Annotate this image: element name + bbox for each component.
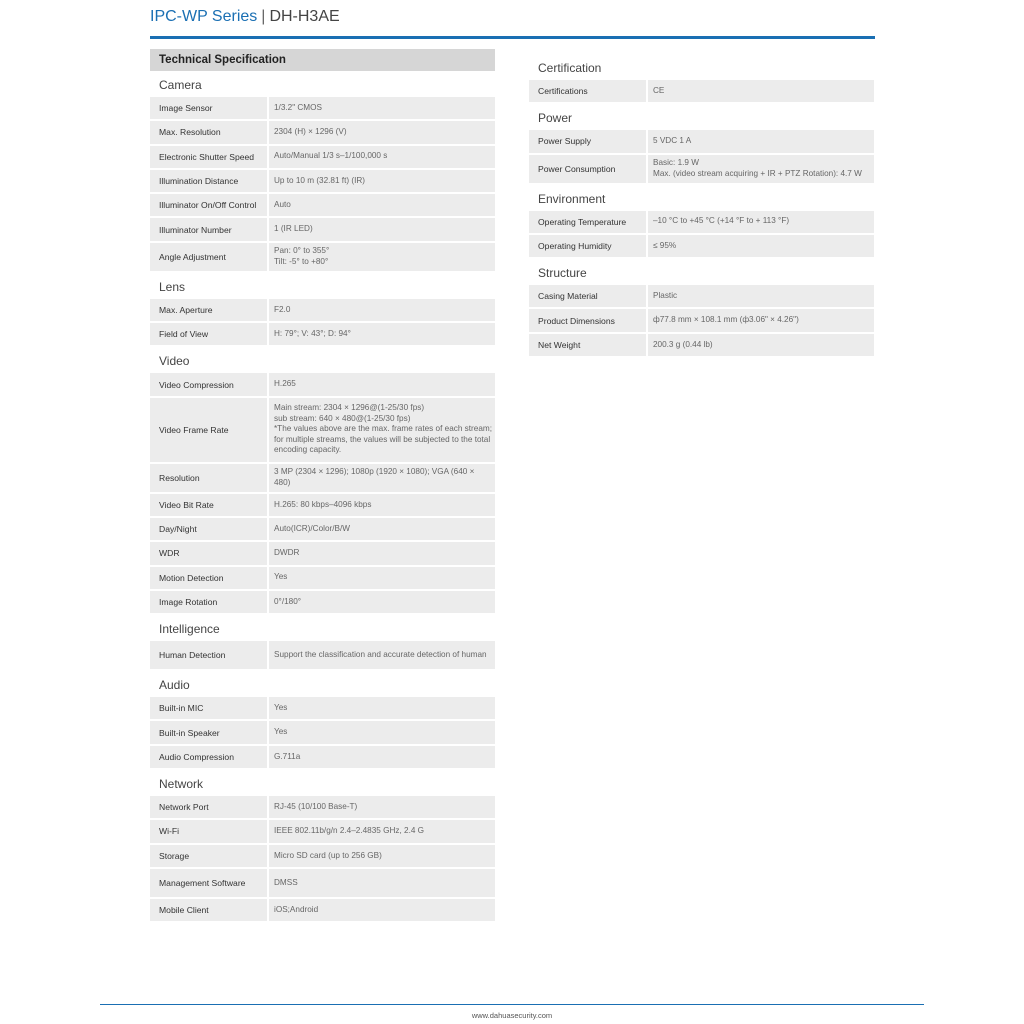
spec-value: 2304 (H) × 1296 (V) bbox=[274, 127, 347, 137]
spec-label: Certifications bbox=[529, 80, 648, 102]
spec-value: 5 VDC 1 A bbox=[653, 136, 692, 146]
title-separator: | bbox=[261, 8, 266, 25]
section-title: Certification bbox=[538, 61, 602, 75]
left-spec-column bbox=[150, 49, 495, 923]
spec-row bbox=[150, 567, 495, 591]
section-title: Intelligence bbox=[159, 622, 220, 637]
spec-row bbox=[150, 146, 495, 170]
spec-row bbox=[150, 97, 495, 121]
spec-label: Storage bbox=[150, 845, 269, 867]
spec-label: Video Compression bbox=[150, 373, 269, 395]
spec-label: Day/Night bbox=[150, 518, 269, 540]
spec-row bbox=[150, 494, 495, 518]
spec-row bbox=[150, 845, 495, 869]
spec-value: Pan: 0° to 355° Tilt: -5° to +80° bbox=[274, 246, 330, 266]
spec-value: CE bbox=[653, 85, 665, 95]
spec-label: Max. Aperture bbox=[150, 299, 269, 321]
spec-row bbox=[150, 299, 495, 323]
spec-value: Auto/Manual 1/3 s–1/100,000 s bbox=[274, 151, 388, 161]
spec-value: –10 °C to +45 °C (+14 °F to + 113 °F) bbox=[653, 216, 790, 226]
spec-row bbox=[150, 721, 495, 745]
section-title: Environment bbox=[538, 191, 606, 206]
spec-value: Yes bbox=[274, 703, 288, 713]
spec-label: Mobile Client bbox=[150, 899, 269, 921]
spec-value: H.265 bbox=[274, 379, 296, 389]
header-rule bbox=[150, 36, 875, 39]
spec-label: Casing Material bbox=[529, 285, 648, 307]
right-spec-column bbox=[529, 54, 874, 358]
model-name: DH-H3AE bbox=[269, 8, 340, 25]
spec-row bbox=[150, 899, 495, 923]
spec-label: WDR bbox=[150, 542, 269, 564]
spec-label: Video Frame Rate bbox=[150, 398, 269, 462]
spec-label: Power Consumption bbox=[529, 155, 648, 183]
spec-label: Resolution bbox=[150, 464, 269, 492]
spec-value: Support the classification and accurate detection of human bbox=[274, 649, 487, 659]
spec-value: F2.0 bbox=[274, 304, 291, 314]
spec-label: Audio Compression bbox=[150, 746, 269, 768]
spec-value: RJ-45 (10/100 Base-T) bbox=[274, 801, 358, 811]
spec-row bbox=[150, 746, 495, 770]
spec-row bbox=[150, 194, 495, 218]
spec-value: Main stream: 2304 × 1296@(1-25/30 fps) sub stream: 640 × 480@(1-25/30 fps) *The values above are the max. frame rates of each stream; for multiple streams, the values will be subjected to the total encoding capacity. bbox=[274, 403, 492, 455]
spec-label: Illuminator On/Off Control bbox=[150, 194, 269, 216]
spec-value: Up to 10 m (32.81 ft) (IR) bbox=[274, 175, 366, 185]
spec-value: H: 79°; V: 43°; D: 94° bbox=[274, 328, 351, 338]
spec-value: Auto(ICR)/Color/B/W bbox=[274, 523, 350, 533]
spec-value: Auto bbox=[274, 200, 291, 210]
spec-label: Product Dimensions bbox=[529, 309, 648, 331]
section-title: Structure bbox=[538, 266, 587, 281]
spec-label: Motion Detection bbox=[150, 567, 269, 589]
spec-row bbox=[529, 235, 874, 259]
spec-row bbox=[150, 820, 495, 844]
spec-value: 1/3.2" CMOS bbox=[274, 102, 322, 112]
spec-value: H.265: 80 kbps–4096 kbps bbox=[274, 499, 372, 509]
spec-value: ≤ 95% bbox=[653, 240, 677, 250]
spec-value: Yes bbox=[274, 727, 288, 737]
spec-value: Micro SD card (up to 256 GB) bbox=[274, 850, 382, 860]
spec-label: Video Bit Rate bbox=[150, 494, 269, 516]
spec-row bbox=[150, 796, 495, 820]
spec-row bbox=[150, 121, 495, 145]
spec-value: 200.3 g (0.44 lb) bbox=[653, 339, 713, 349]
spec-row bbox=[150, 641, 495, 671]
spec-value: G.711a bbox=[274, 751, 301, 761]
spec-label: Angle Adjustment bbox=[150, 243, 269, 271]
section-title: Network bbox=[159, 777, 204, 792]
spec-value: 1 (IR LED) bbox=[274, 224, 313, 234]
spec-label: Illumination Distance bbox=[150, 170, 269, 192]
spec-row bbox=[529, 80, 874, 104]
section-title: Lens bbox=[159, 279, 186, 294]
footer-rule bbox=[100, 1004, 924, 1005]
spec-value: 3 MP (2304 × 1296); 1080p (1920 × 1080); VGA (640 × 480) bbox=[274, 467, 475, 487]
spec-value: iOS;Android bbox=[274, 904, 319, 914]
spec-row bbox=[150, 323, 495, 347]
section-title: Video bbox=[159, 354, 190, 369]
spec-row bbox=[150, 464, 495, 494]
spec-label: Management Software bbox=[150, 869, 269, 897]
spec-label: Electronic Shutter Speed bbox=[150, 146, 269, 168]
spec-value: Basic: 1.9 W Max. (video stream acquiring + IR + PTZ Rotation): 4.7 W bbox=[653, 158, 862, 178]
spec-row bbox=[529, 309, 874, 333]
spec-row bbox=[150, 869, 495, 899]
series-name: IPC-WP Series bbox=[150, 8, 258, 25]
spec-value: Yes bbox=[274, 572, 288, 582]
section-title: Camera bbox=[159, 78, 202, 92]
spec-row bbox=[150, 170, 495, 194]
spec-row bbox=[150, 218, 495, 242]
spec-label: Power Supply bbox=[529, 130, 648, 152]
spec-label: Human Detection bbox=[150, 641, 269, 669]
section-title: Power bbox=[538, 111, 573, 126]
footer-url[interactable]: www.dahuasecurity.com bbox=[471, 1011, 553, 1020]
spec-label: Image Sensor bbox=[150, 97, 269, 119]
page-title bbox=[150, 6, 340, 28]
spec-heading: Technical Specification bbox=[150, 49, 495, 71]
spec-label: Operating Humidity bbox=[529, 235, 648, 257]
spec-label: Network Port bbox=[150, 796, 269, 818]
spec-value: DWDR bbox=[274, 548, 300, 558]
spec-row bbox=[150, 697, 495, 721]
spec-label: Built-in Speaker bbox=[150, 721, 269, 743]
spec-row bbox=[150, 398, 495, 464]
spec-label: Illuminator Number bbox=[150, 218, 269, 240]
spec-label: Built-in MIC bbox=[150, 697, 269, 719]
spec-label: Max. Resolution bbox=[150, 121, 269, 143]
spec-value: 0°/180° bbox=[274, 596, 302, 606]
spec-row bbox=[150, 518, 495, 542]
spec-row bbox=[529, 211, 874, 235]
spec-row bbox=[529, 334, 874, 358]
spec-label: Field of View bbox=[150, 323, 269, 345]
spec-value: ф77.8 mm × 108.1 mm (ф3.06" × 4.26") bbox=[653, 315, 799, 325]
spec-label: Net Weight bbox=[529, 334, 648, 356]
spec-row bbox=[150, 542, 495, 566]
spec-row bbox=[529, 130, 874, 154]
spec-row bbox=[150, 243, 495, 273]
spec-value: Plastic bbox=[653, 291, 678, 301]
spec-row bbox=[150, 591, 495, 615]
spec-label: Image Rotation bbox=[150, 591, 269, 613]
spec-row bbox=[529, 155, 874, 185]
spec-value: DMSS bbox=[274, 877, 298, 887]
spec-label: Operating Temperature bbox=[529, 211, 648, 233]
spec-value: IEEE 802.11b/g/n 2.4–2.4835 GHz, 2.4 G bbox=[274, 826, 425, 836]
spec-label: Wi-Fi bbox=[150, 820, 269, 842]
spec-row bbox=[529, 285, 874, 309]
spec-row bbox=[150, 373, 495, 397]
section-title: Audio bbox=[159, 678, 190, 693]
